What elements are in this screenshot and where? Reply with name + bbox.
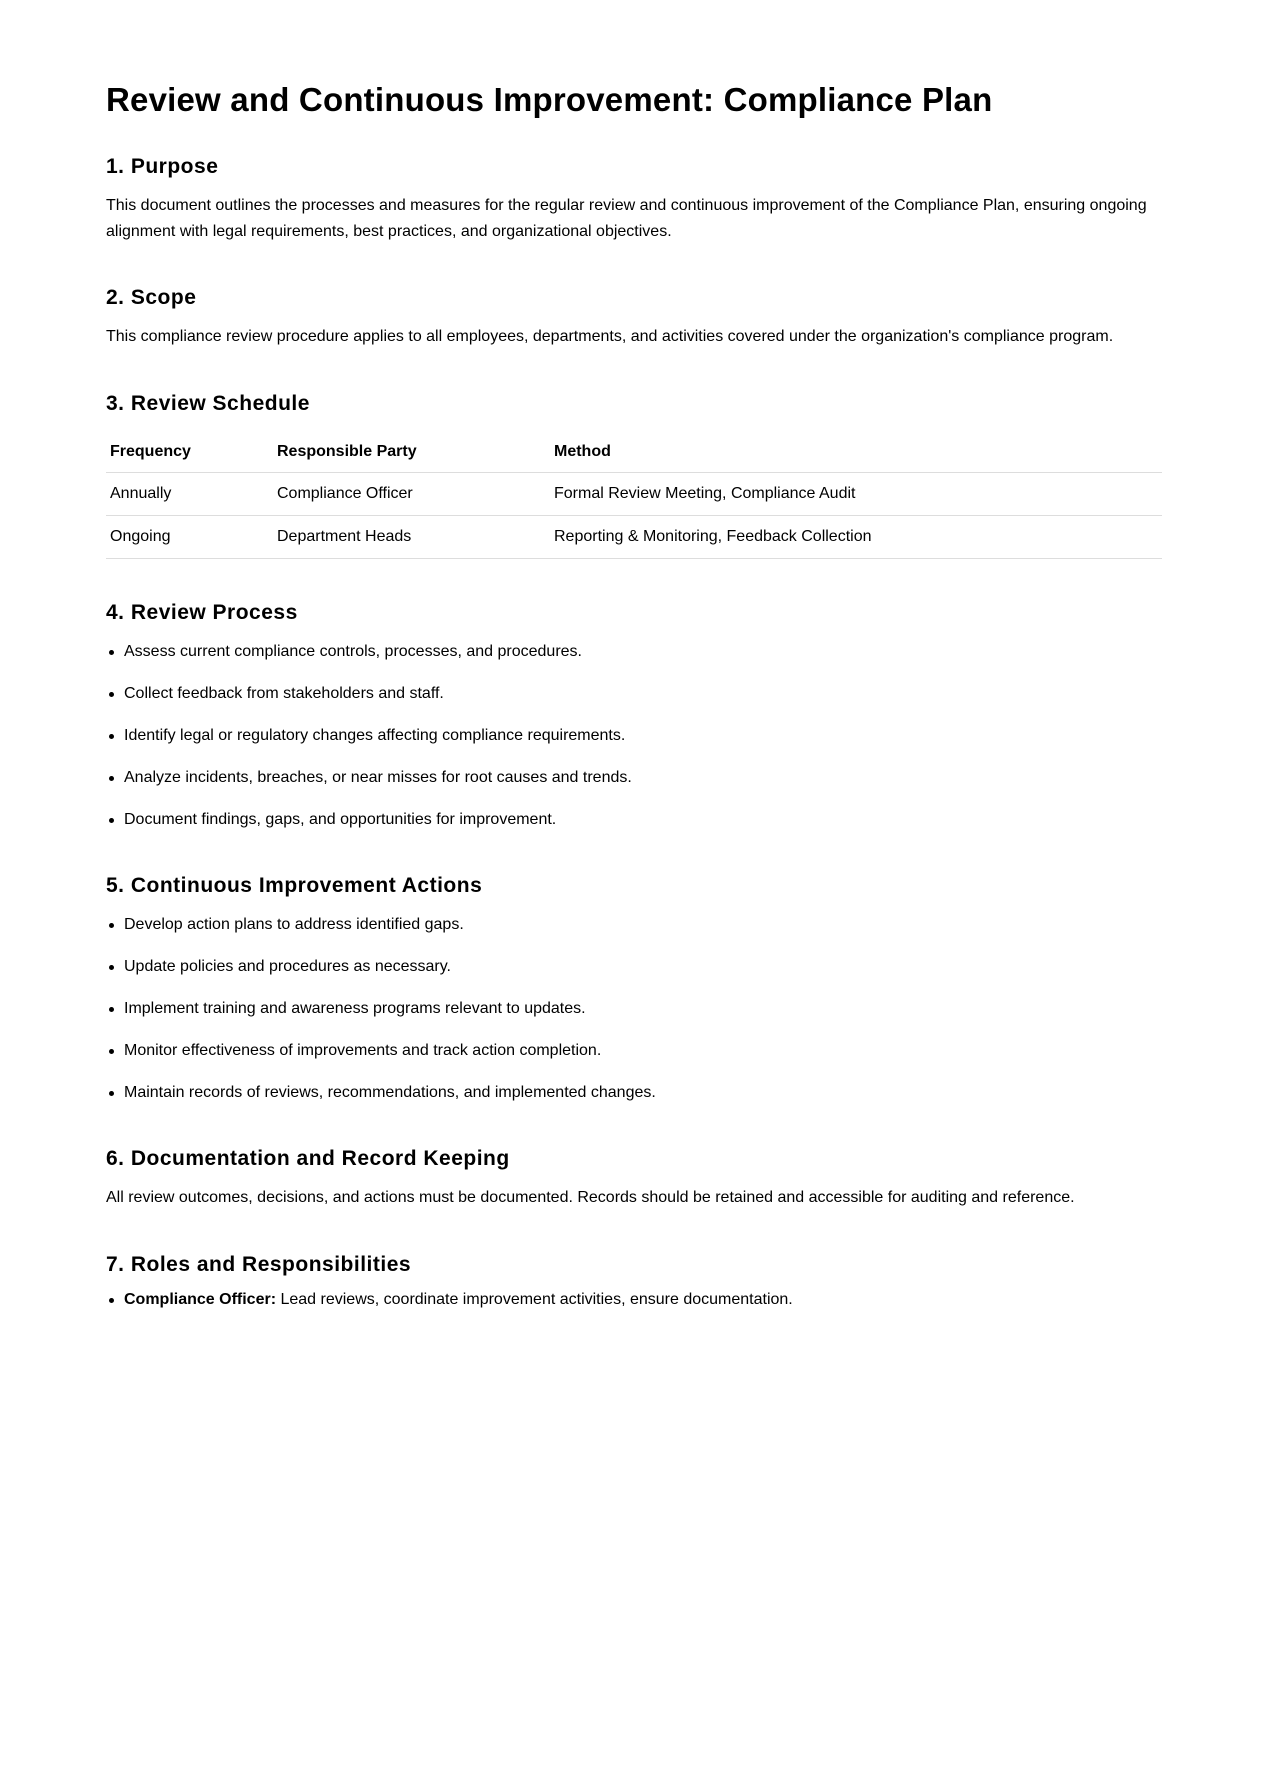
documentation-text: All review outcomes, decisions, and actions must be documented. Records should be retained and accessible for auditing and reference. (106, 1189, 1075, 1206)
list-item: Develop action plans to address identified gaps. (106, 915, 1162, 957)
list-item: Collect feedback from stakeholders and staff. (106, 684, 1162, 726)
roles-list-clipped (106, 1290, 1162, 1308)
document-title: Review and Continuous Improvement: Compliance Plan (106, 81, 993, 118)
role-description: Lead reviews, coordinate improvement activities, ensure documentation. (276, 1291, 793, 1308)
cell-method: Formal Review Meeting, Compliance Audit (550, 473, 1162, 516)
role-name: Compliance Officer: (124, 1291, 277, 1308)
list-item: Update policies and procedures as necessary. (106, 957, 1162, 999)
section-heading-purpose: 1. Purpose (106, 155, 219, 178)
cell-responsible-party: Department Heads (273, 516, 550, 559)
section-heading-scope: 2. Scope (106, 286, 197, 309)
cell-method: Reporting & Monitoring, Feedback Collection (550, 516, 1162, 559)
section-heading-review-process: 4. Review Process (106, 601, 298, 624)
cell-responsible-party: Compliance Officer (273, 473, 550, 516)
scope-text: This compliance review procedure applies to all employees, departments, and activities covered under the organization's compliance program. (106, 328, 1114, 345)
cell-frequency: Annually (106, 473, 273, 516)
column-header-responsible-party: Responsible Party (273, 432, 550, 473)
list-item: Assess current compliance controls, processes, and procedures. (106, 642, 1162, 684)
list-item: Maintain records of reviews, recommendations, and implemented changes. (106, 1083, 1162, 1125)
table-header-row (106, 432, 1162, 473)
column-header-method: Method (550, 432, 1162, 473)
list-item: Monitor effectiveness of improvements and track action completion. (106, 1041, 1162, 1083)
review-process-list (106, 642, 1162, 852)
review-schedule-table (106, 432, 1162, 559)
section-heading-roles: 7. Roles and Responsibilities (106, 1253, 412, 1276)
list-item: Identify legal or regulatory changes affecting compliance requirements. (106, 726, 1162, 768)
list-item: Document findings, gaps, and opportunities for improvement. (106, 810, 1162, 852)
column-header-frequency: Frequency (106, 432, 273, 473)
section-heading-continuous-improvement: 5. Continuous Improvement Actions (106, 874, 483, 897)
section-heading-review-schedule: 3. Review Schedule (106, 392, 310, 415)
improvement-actions-list (106, 915, 1162, 1125)
roles-list (106, 1290, 1162, 1308)
list-item: Implement training and awareness programs relevant to updates. (106, 999, 1162, 1041)
table-row (106, 473, 1162, 516)
list-item: Analyze incidents, breaches, or near misses for root causes and trends. (106, 768, 1162, 810)
cell-frequency: Ongoing (106, 516, 273, 559)
section-heading-documentation: 6. Documentation and Record Keeping (106, 1147, 510, 1170)
list-item (106, 1290, 1162, 1308)
purpose-text: This document outlines the processes and measures for the regular review and continuous improvement of the Compliance Plan, ensuring ongoing alignment with legal requirements, best practices, and organizational objectives. (106, 197, 1147, 240)
table-row (106, 516, 1162, 559)
